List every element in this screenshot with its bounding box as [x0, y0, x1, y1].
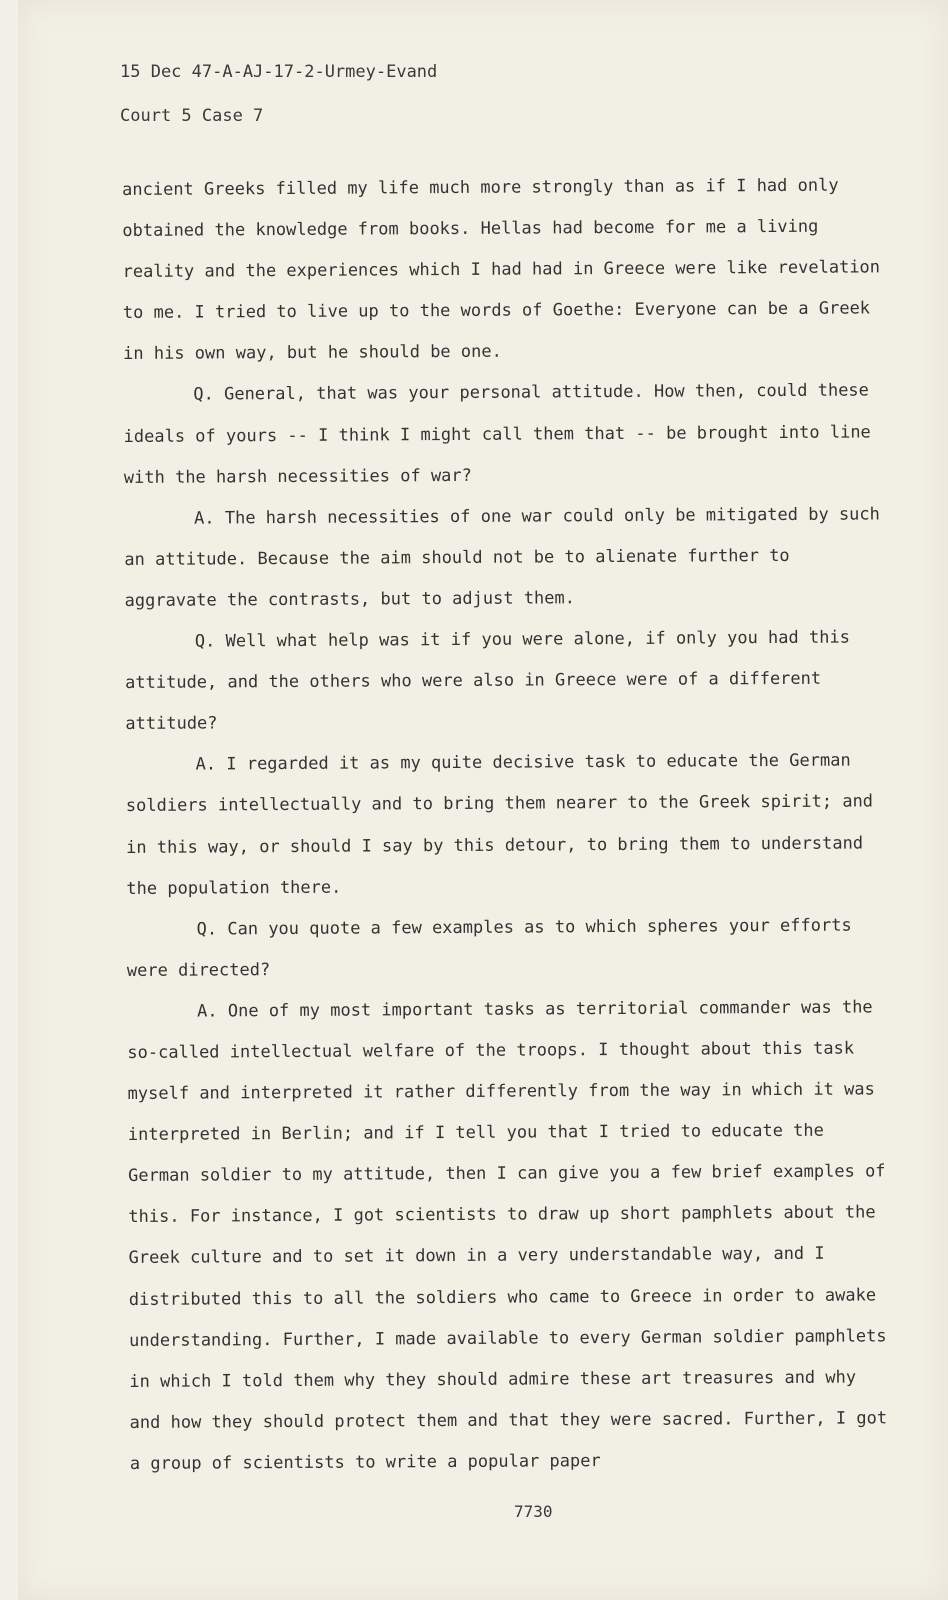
document-reference: 15 Dec 47-A-AJ-17-2-Urmey-Evand: [120, 62, 438, 82]
page-number: 7730: [514, 1502, 553, 1521]
transcript-body: [122, 165, 890, 1485]
paragraph-question-1: Q. General, that was your personal attitude. How then, could these ideals of yours -- I think I might call them that -- be brought into line with the harsh necessities of war?: [123, 380, 871, 488]
paragraph-continuation: ancient Greeks filled my life much more strongly than as if I had only obtained the knowledge from books. Hellas had become for me a living reality and the experiences which I had had in Greece were like revelation to me. I tried to live up to the words of Goethe: Everyone can be a Greek in his own way, but he should be one.: [122, 175, 881, 365]
court-case-label: Court 5 Case 7: [120, 106, 264, 126]
paragraph-answer-2: A. I regarded it as my quite decisive task to educate the German soldiers intellectually and to bring them nearer to the Greek spirit; and in this way, or should I say by this detour, to bring them to understand the population there.: [125, 750, 874, 899]
document-page: [18, 0, 948, 1600]
paragraph-question-2: Q. Well what help was it if you were alone, if only you had this attitude, and the others who were also in Greece were of a different attitude?: [125, 627, 850, 735]
paragraph-answer-3: A. One of my most important tasks as territorial commander was the so-called intellectual welfare of the troops. I thought about this task myself and interpreted it rather differently from the way in which it was interpreted in Berlin; and if I tell you that I tried to educate the German soldier to my attitude, then I can give you a few brief examples of this. For instance, I got scientists to draw up short pamphlets about the Greek culture and to set it down in a very understandable way, and I distributed this to all the soldiers who came to Greece in order to awake understanding. Further, I made available to every German soldier pamphlets in which I told them why they should admire these art treasures and why and how they should protect them and that they were sacred. Further, I got a group of scientists to write a popular paper: [127, 997, 888, 1474]
paragraph-answer-1: A. The harsh necessities of one war could only be mitigated by such an attitude. Because the aim should not be to alienate further to aggravate the contrasts, but to adjust them.: [124, 504, 880, 611]
paragraph-question-3: Q. Can you quote a few examples as to which spheres your efforts were directed?: [126, 915, 852, 981]
